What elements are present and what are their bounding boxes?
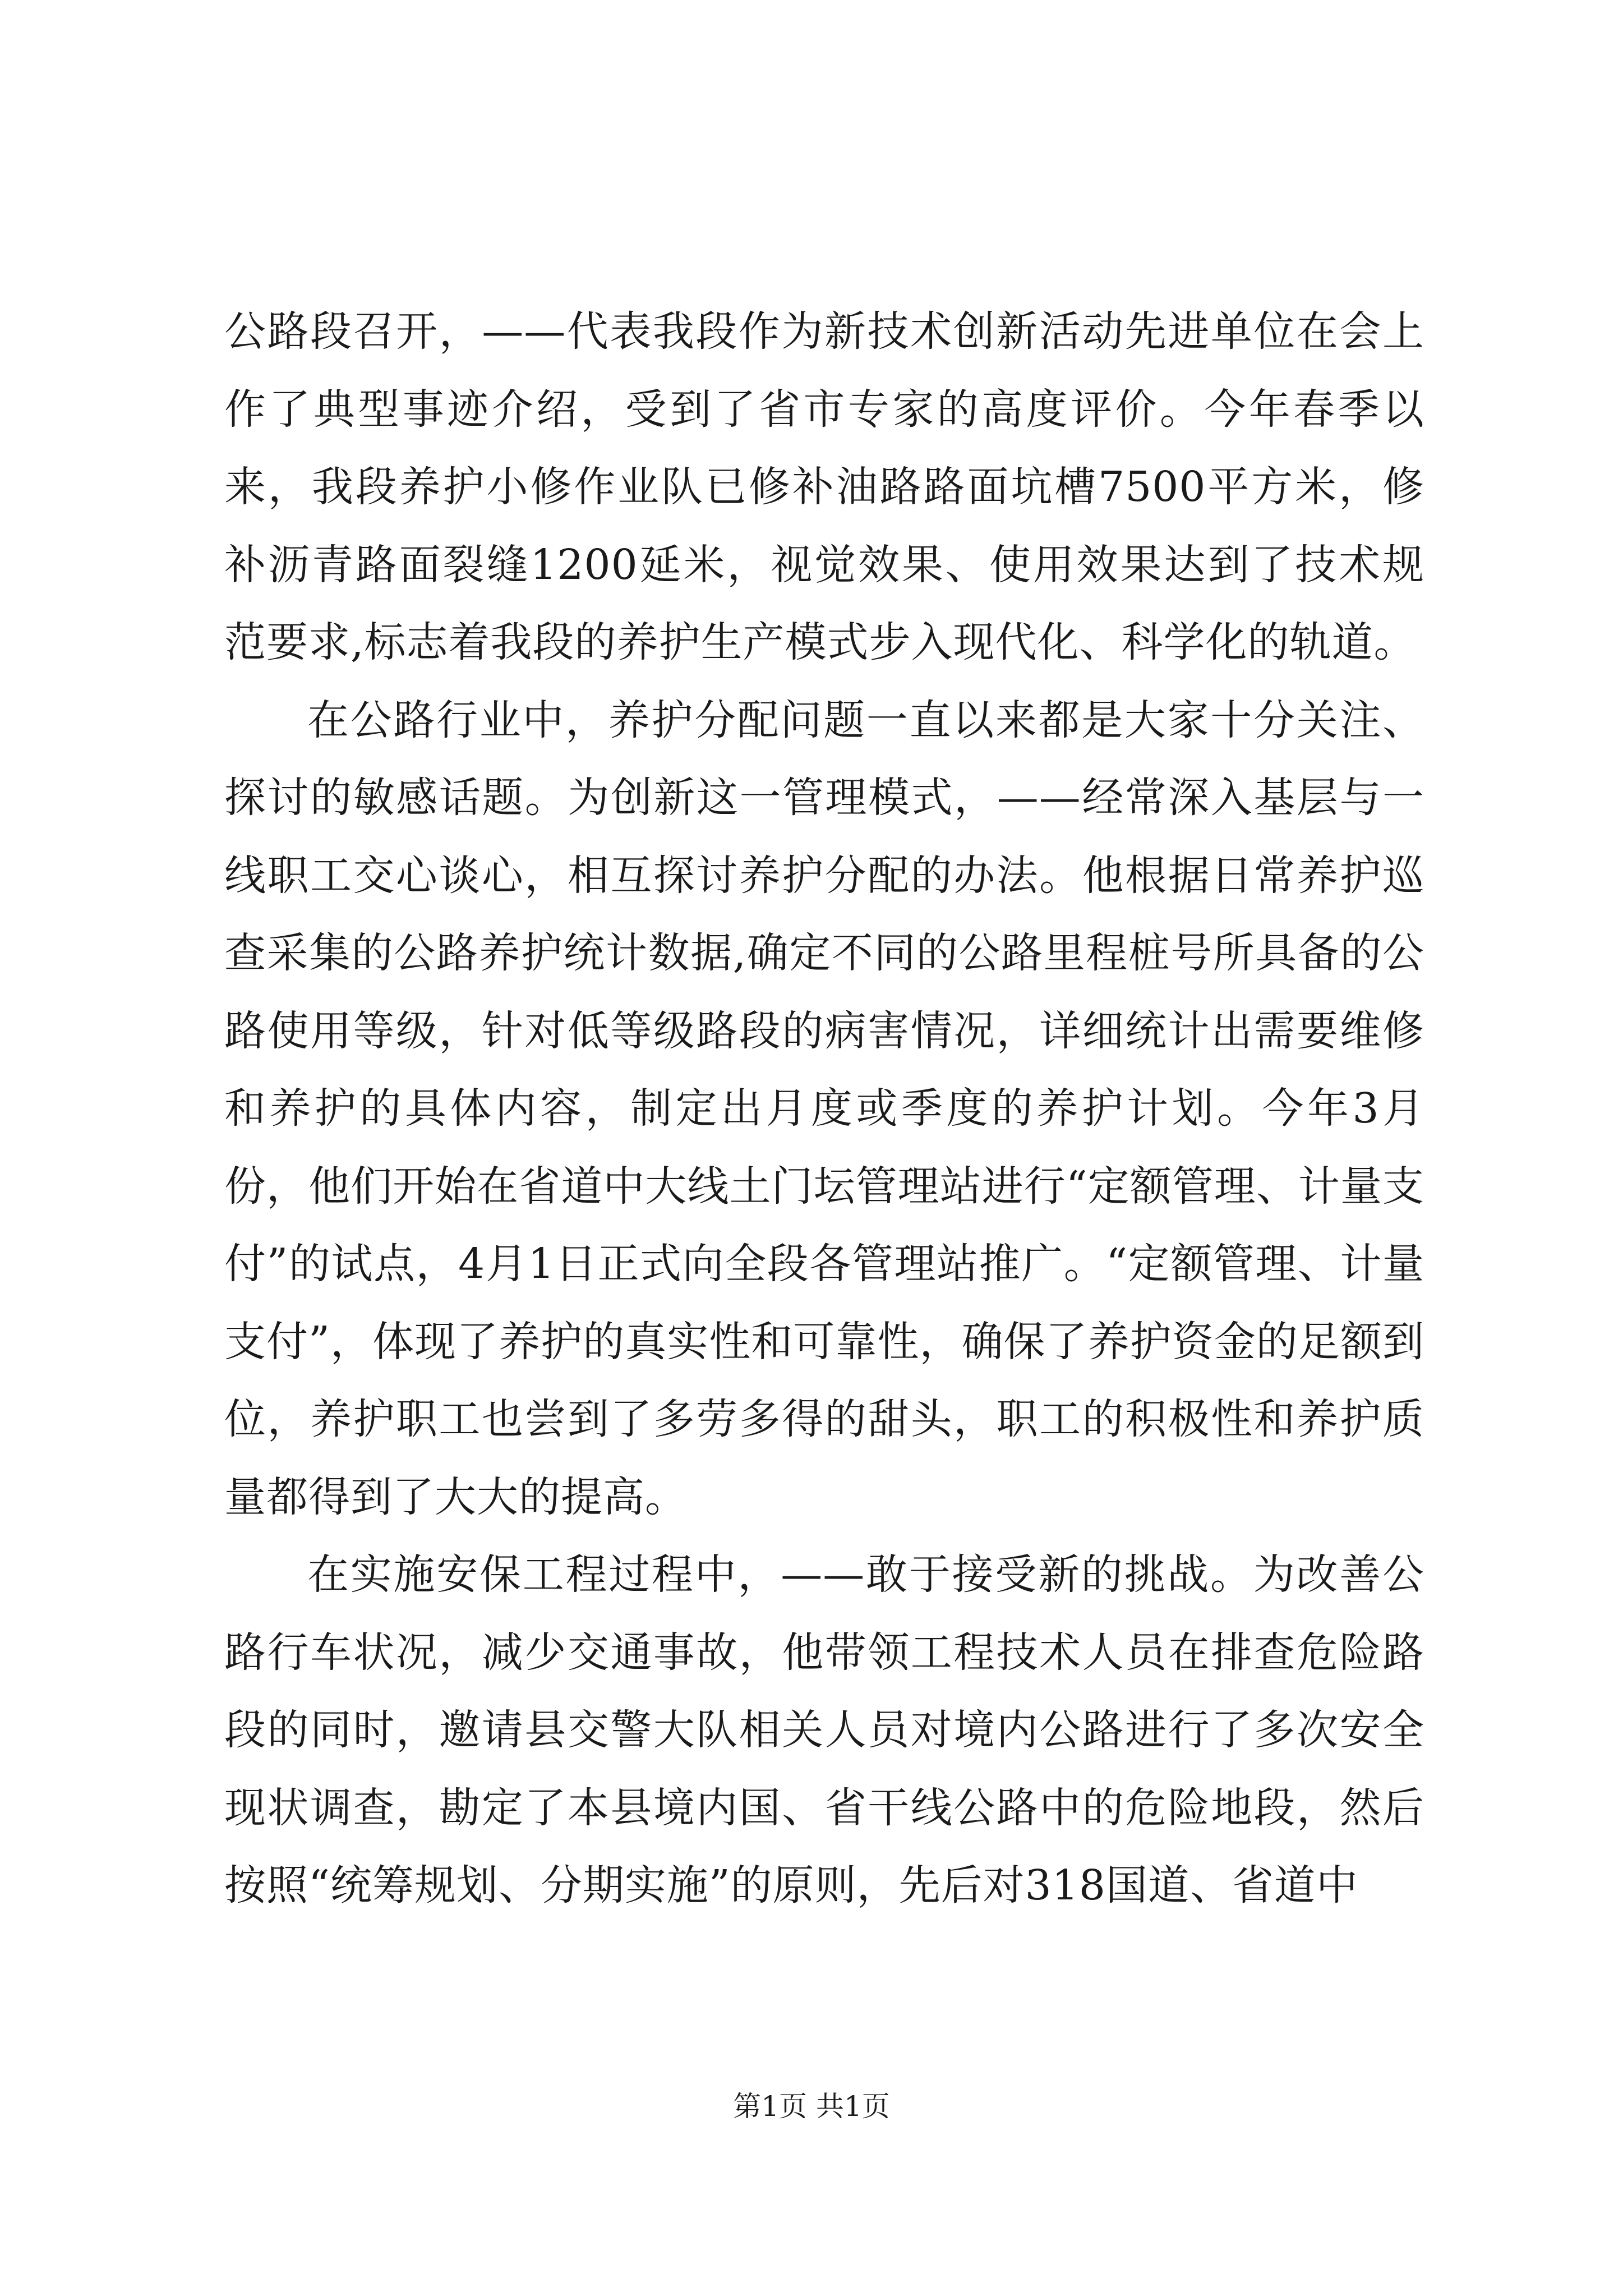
paragraph-1: 公路段召开，——代表我段作为新技术创新活动先进单位在会上作了典型事迹介绍，受到了省市专家的高度评价。今年春季以来，我段养护小修作业队已修补油路路面坑槽7500平方米，修补沥青路面裂缝1200延米，视觉效果、使用效果达到了技术规范要求,标志着我段的养护生产模式步入现代化、科学化的轨道。: [224, 307, 1424, 666]
paragraph-3: 在实施安保工程过程中，——敢于接受新的挑战。为改善公路行车状况，减少交通事故，他带领工程技术人员在排查危险路段的同时，邀请县交警大队相关人员对境内公路进行了多次安全现状调查，勘定了本县境内国、省干线公路中的危险地段，然后按照“统筹规划、分期实施”的原则，先后对318国道、省道中: [224, 1550, 1424, 1910]
paragraph-2: 在公路行业中，养护分配问题一直以来都是大家十分关注、探讨的敏感话题。为创新这一管理模式，——经常深入基层与一线职工交心谈心，相互探讨养护分配的办法。他根据日常养护巡查采集的公路养护统计数据,确定不同的公路里程桩号所具备的公路使用等级，针对低等级路段的病害情况，详细统计出需要维修和养护的具体内容，制定出月度或季度的养护计划。今年3月份，他们开始在省道中大线土门坛管理站进行“定额管理、计量支付”的试点，4月1日正式向全段各管理站推广。“定额管理、计量支付”，体现了养护的真实性和可靠性，确保了养护资金的足额到位，养护职工也尝到了多劳多得的甜头，职工的积极性和养护质量都得到了大大的提高。: [224, 696, 1424, 1521]
document-body: [224, 293, 1424, 1925]
page-footer: 第1页 共1页: [733, 2090, 890, 2123]
